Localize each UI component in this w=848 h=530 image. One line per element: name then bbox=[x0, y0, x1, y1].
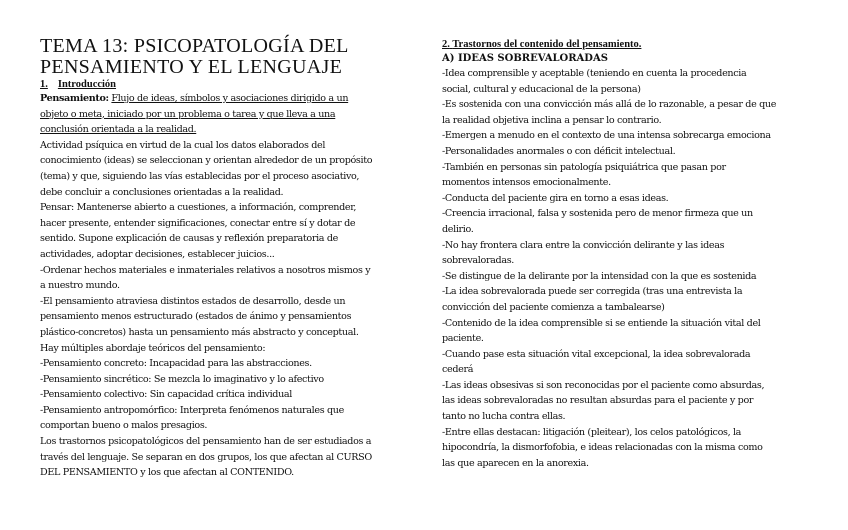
page-title bbox=[40, 36, 412, 78]
section-number: 2. bbox=[442, 39, 450, 50]
section-heading-introduccion bbox=[40, 78, 412, 91]
text-line: a nuestro mundo. bbox=[40, 280, 120, 292]
section-number: 1. bbox=[40, 79, 48, 90]
text-line: Los trastornos psicopatológicos del pensamiento han de ser estudiados a bbox=[40, 436, 372, 448]
text-line: pensamiento menos estructurado (estados de ánimo y pensamientos bbox=[40, 311, 352, 323]
text-line: momentos intensos emocionalmente. bbox=[442, 177, 611, 189]
left-column bbox=[40, 36, 412, 481]
text-line: -Se distingue de la delirante por la intensidad con la que es sostenida bbox=[442, 270, 757, 282]
section-title: Trastornos del contenido del pensamiento. bbox=[452, 39, 642, 50]
text-line: -Pensamiento colectivo: Sin capacidad crítica individual bbox=[40, 389, 292, 401]
text-line: debe concluir a conclusiones orientadas a la realidad. bbox=[40, 186, 284, 198]
text-line: (tema) y que, siguiendo las vías establecidas por el proceso asociativo, bbox=[40, 170, 360, 182]
section-heading-trastornos bbox=[442, 38, 814, 51]
text-line: -Las ideas obsesivas si son reconocidas por el paciente como absurdas, bbox=[442, 379, 765, 391]
text-line: Actividad psíquica en virtud de la cual los datos elaborados del bbox=[40, 139, 326, 151]
text-line: las que aparecen en la anorexia. bbox=[442, 457, 589, 469]
text-line: -También en personas sin patología psiquiátrica que pasan por bbox=[442, 161, 726, 173]
text-line: actividades, adoptar decisiones, establecer juicios... bbox=[40, 248, 275, 260]
text-line: social, cultural y educacional de la persona) bbox=[442, 83, 641, 95]
text-line: hacer presente, entender significaciones, conectar entre sí y dotar de bbox=[40, 217, 356, 229]
definition-line bbox=[40, 107, 412, 123]
text-line: -Ordenar hechos materiales e inmateriales relativos a nosotros mismos y bbox=[40, 264, 371, 276]
definition-text: Flujo de ideas, símbolos y asociaciones dirigido a un bbox=[111, 93, 349, 104]
text-line: -Conducta del paciente gira en torno a esas ideas. bbox=[442, 192, 669, 204]
text-line: sentido. Supone explicación de causas y reflexión preparatoria de bbox=[40, 233, 338, 245]
text-line: cederá bbox=[442, 364, 474, 376]
text-line: Pensar: Mantenerse abierto a cuestiones, a información, comprender, bbox=[40, 202, 357, 214]
text-line: convicción del paciente comienza a tambalearse) bbox=[442, 301, 665, 313]
text-line: la realidad objetiva inclina a pensar lo contrario. bbox=[442, 114, 662, 126]
text-line: -Cuando pase esta situación vital excepcional, la idea sobrevalorada bbox=[442, 348, 751, 360]
text-line: hipocondría, la dismorfofobia, e ideas relacionadas con la misma como bbox=[442, 442, 763, 454]
text-line: -Creencia irracional, falsa y sostenida pero de menor firmeza que un bbox=[442, 208, 753, 220]
text-line: sobrevaloradas. bbox=[442, 255, 514, 267]
text-line: -Contenido de la idea comprensible si se entiende la situación vital del bbox=[442, 317, 761, 329]
text-line: -La idea sobrevalorada puede ser corregida (tras una entrevista la bbox=[442, 286, 743, 298]
definition-term: Pensamiento: bbox=[40, 93, 109, 104]
text-line: -Pensamiento concreto: Incapacidad para las abstracciones. bbox=[40, 358, 312, 370]
text-line: -Emergen a menudo en el contexto de una intensa sobrecarga emociona bbox=[442, 130, 771, 142]
text-line: conocimiento (ideas) se seleccionan y orientan alrededor de un propósito bbox=[40, 155, 373, 167]
right-column bbox=[442, 38, 814, 471]
text-line: -Entre ellas destacan: litigación (pleitear), los celos patológicos, la bbox=[442, 426, 742, 438]
text-line: comportan bueno o malos presagios. bbox=[40, 420, 208, 432]
left-text-block bbox=[40, 138, 412, 481]
definition-text: objeto o meta, iniciado por un problema o tarea y que lleva a una bbox=[40, 108, 336, 120]
text-line: -No hay frontera clara entre la convicción delirante y las ideas bbox=[442, 239, 725, 251]
title-line-1: TEMA 13: PSICOPATOLOGÍA DEL bbox=[40, 35, 349, 57]
right-text-block bbox=[442, 66, 814, 471]
text-line: tanto no lucha contra ellas. bbox=[442, 411, 566, 423]
text-line: través del lenguaje. Se separan en dos grupos, los que afectan al CURSO bbox=[40, 451, 372, 463]
text-line: -Personalidades anormales o con déficit intelectual. bbox=[442, 145, 676, 157]
text-line: DEL PENSAMIENTO y los que afectan al CONTENIDO. bbox=[40, 467, 294, 479]
text-line: -El pensamiento atraviesa distintos estados de desarrollo, desde un bbox=[40, 295, 346, 307]
text-line: -Idea comprensible y aceptable (teniendo en cuenta la procedencia bbox=[442, 68, 747, 79]
definition-line bbox=[40, 91, 412, 107]
subheading-ideas-sobrevaloradas: A) IDEAS SOBREVALORADAS bbox=[442, 53, 608, 64]
definition-text: conclusión orientada a la realidad. bbox=[40, 124, 197, 136]
section-title: Introducción bbox=[57, 79, 117, 90]
title-line-2: PENSAMIENTO Y EL LENGUAJE bbox=[40, 56, 343, 78]
text-line: -Pensamiento sincrético: Se mezcla lo imaginativo y lo afectivo bbox=[40, 373, 324, 385]
text-line: las ideas sobrevaloradas no resultan absurdas para el paciente y por bbox=[442, 395, 754, 407]
text-line: -Es sostenida con una convicción más allá de lo razonable, a pesar de que bbox=[442, 99, 777, 111]
text-line: paciente. bbox=[442, 333, 484, 345]
text-line: Hay múltiples abordaje teóricos del pensamiento: bbox=[40, 342, 266, 354]
definition-line bbox=[40, 122, 412, 138]
text-line: -Pensamiento antropomórfico: Interpreta fenómenos naturales que bbox=[40, 404, 344, 416]
text-line: delirio. bbox=[442, 223, 474, 235]
text-line: plástico-concretos) hasta un pensamiento más abstracto y conceptual. bbox=[40, 326, 359, 338]
